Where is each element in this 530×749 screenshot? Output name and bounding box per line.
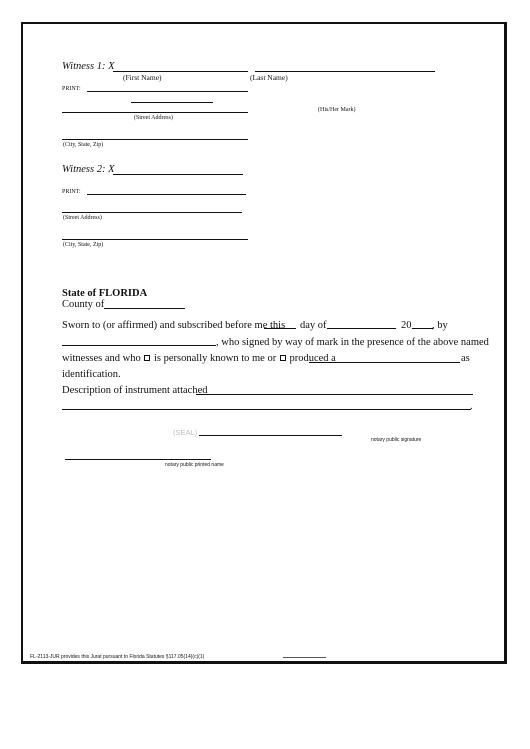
witness2-signature-line[interactable]	[113, 174, 243, 175]
personally-known-checkbox[interactable]	[144, 355, 150, 361]
id-type-line[interactable]	[309, 362, 460, 363]
witness1-city-caption: (City, State, Zip)	[63, 142, 104, 148]
witness2-label: Witness 2: X	[62, 164, 115, 175]
witness2-print-line[interactable]	[87, 194, 246, 195]
year-line[interactable]	[412, 328, 433, 329]
by-text: , by	[432, 320, 448, 331]
witness1-label: Witness 1: X	[62, 61, 115, 72]
witness1-mark-line[interactable]	[131, 102, 213, 103]
notary-signature-caption: notary public signature	[371, 437, 422, 443]
witnesses-text: witnesses and who	[62, 353, 141, 364]
witness1-street-caption: (Street Address)	[134, 115, 173, 121]
description-line-2[interactable]	[62, 409, 471, 410]
witness1-street-line[interactable]	[62, 112, 248, 113]
notary-signature-line[interactable]	[199, 435, 342, 436]
witness2-street-caption: (Street Address)	[63, 215, 102, 221]
witness1-print-line[interactable]	[87, 91, 248, 92]
signed-by-text: , who signed by way of mark in the presence of the above named	[216, 337, 489, 348]
witness1-first-name-line[interactable]	[113, 71, 248, 72]
identification-text: identification.	[62, 369, 121, 380]
description-period: .	[470, 401, 473, 412]
witness1-mark-caption: (His/Her Mark)	[318, 107, 356, 113]
witness2-street-line[interactable]	[62, 212, 242, 213]
footer-text: FL-2113-JUR provides this Jurat pursuant to Florida Statutes §117.05(14)(c)(1)	[30, 654, 205, 660]
produced-checkbox[interactable]	[280, 355, 286, 361]
state-heading: State of FLORIDA	[62, 288, 148, 299]
description-label: Description of instrument attached	[62, 385, 208, 396]
sworn-text: Sworn to (or affirmed) and subscribed before me this	[62, 320, 286, 331]
signer-name-line[interactable]	[62, 345, 216, 346]
day-line[interactable]	[264, 328, 296, 329]
county-line[interactable]	[104, 308, 185, 309]
description-line-1[interactable]	[196, 394, 473, 395]
produced-text: produced a	[289, 353, 336, 364]
personally-known-text: is personally known to me or	[154, 353, 277, 364]
day-of-text: day of	[300, 320, 327, 331]
notary-printed-caption: notary public printed name	[165, 462, 224, 468]
witness1-first-name-caption: (First Name)	[123, 73, 162, 82]
notary-printed-line[interactable]	[65, 459, 211, 460]
as-text: as	[461, 353, 470, 364]
witness1-last-name-caption: (Last Name)	[250, 73, 288, 82]
seal-placeholder: (SEAL)	[173, 428, 198, 437]
witness2-print-label: PRINT:	[62, 189, 81, 195]
witness1-last-name-line[interactable]	[255, 71, 435, 72]
identification-row	[62, 353, 336, 364]
witness2-city-caption: (City, State, Zip)	[63, 242, 104, 248]
footer-mark	[283, 657, 326, 658]
county-label: County of	[62, 299, 105, 310]
witness1-city-line[interactable]	[62, 139, 248, 140]
month-line[interactable]	[327, 328, 396, 329]
witness2-city-line[interactable]	[62, 239, 248, 240]
witness1-print-label: PRINT:	[62, 86, 81, 92]
twenty-text: 20	[401, 320, 412, 331]
